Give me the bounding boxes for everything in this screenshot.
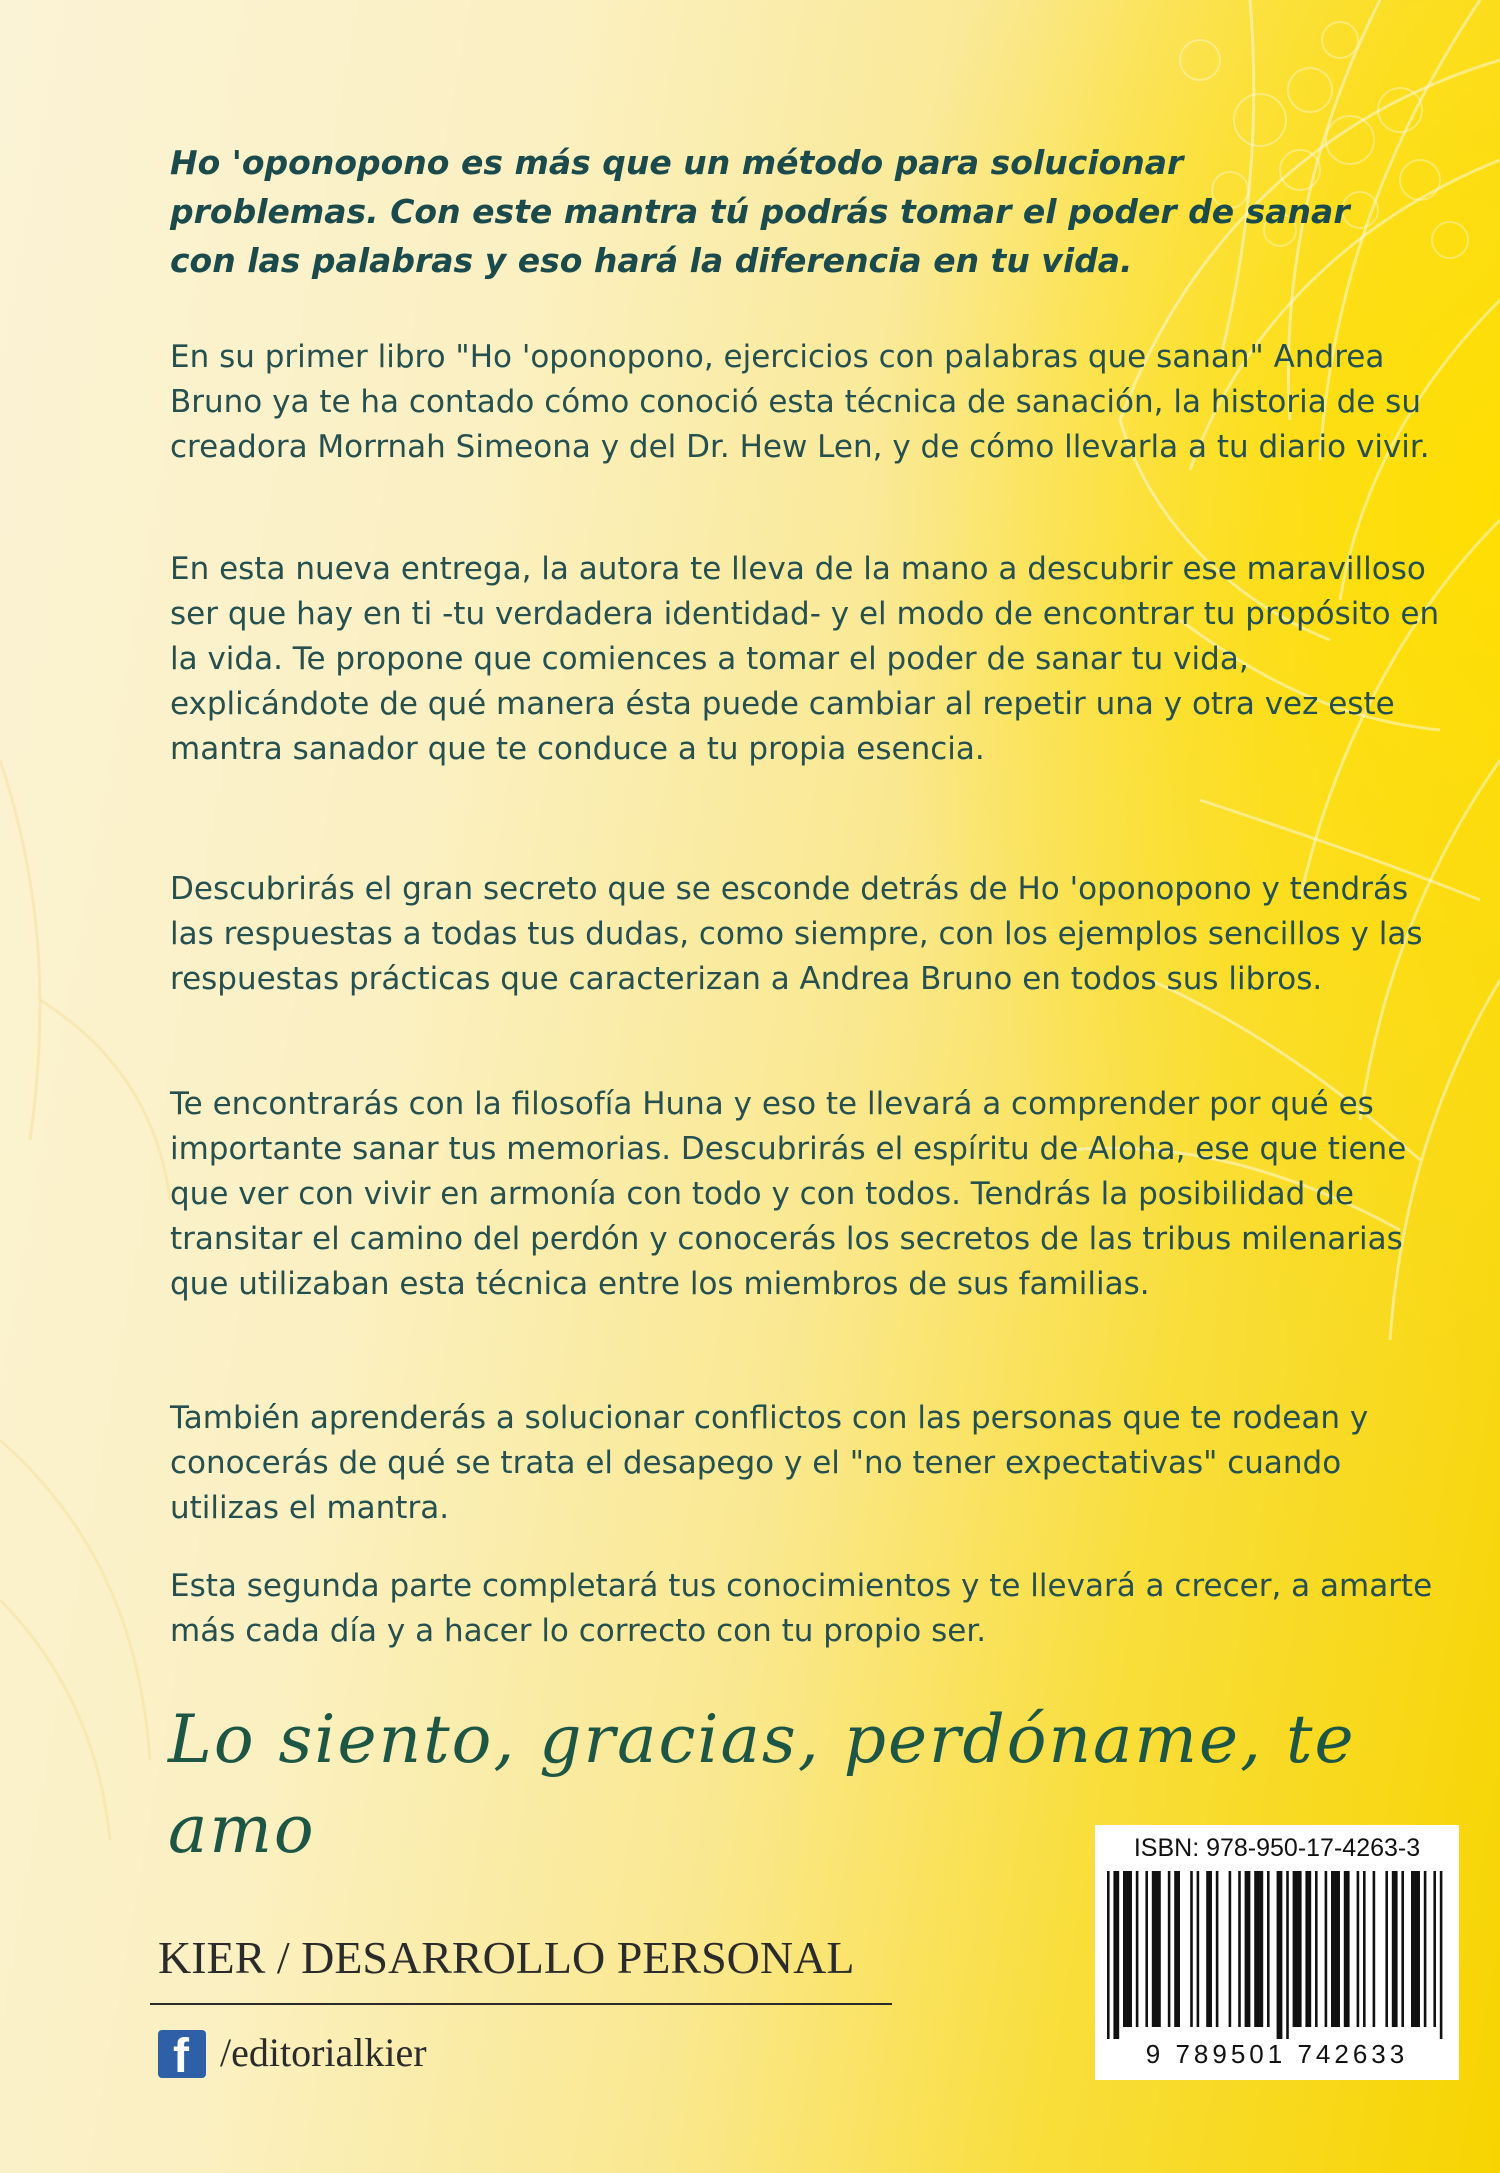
barcode-bar [1267,1871,1270,2027]
barcode-bar [1107,1871,1110,2039]
barcode-bar [1277,1871,1283,2039]
facebook-glyph: f [173,2030,189,2078]
publisher-imprint: KIER / DESARROLLO PERSONAL [158,1932,855,1983]
description-paragraph: También aprenderás a solucionar conflictos con las personas que te rodean y conocerás de qué se trata el desapego y el "no tener expectativas" cuando utilizas el mantra. [170,1400,1369,1526]
description-paragraph: Te encontrarás con la filosofía Huna y eso te llevará a comprender por qué es importante sanar tus memorias. Descubrirás el espíritu de Aloha, ese que tiene que ver con vivir en armonía con todo y con todos. Tendrás la posibilidad de transitar el camino del perdón y conocerás los secretos de las tribus milenarias que utilizaban esta técnica entre los miembros de sus familias. [170,1086,1407,1302]
barcode-bar [1152,1871,1161,2027]
description-paragraph: Esta segunda parte completará tus conocimientos y te llevará a crecer, a amarte más cada día y a hacer lo correcto con tu propio ser. [170,1568,1433,1649]
barcode-bar [1206,1871,1212,2027]
barcode-bar [1344,1871,1350,2027]
isbn-label: ISBN: 978-950-17-4263-3 [1133,1834,1421,1862]
barcode-bar [1363,1871,1366,2027]
barcode-bar [1123,1871,1132,2027]
divider [150,2003,892,2005]
barcode-bar [1136,1871,1139,2027]
barcode-bar [1197,1871,1200,2027]
barcode-bar [1286,1871,1289,2039]
barcode-bar [1331,1871,1340,2027]
barcode-bar [1305,1871,1311,2027]
barcode-bar [1190,1871,1193,2027]
barcode [1103,1871,1451,2039]
barcode-bar [1145,1871,1148,2027]
isbn-barcode-box [1095,1825,1459,2080]
barcode-bar [1373,1871,1376,2027]
barcode-bar [1254,1871,1263,2027]
barcode-bar [1357,1871,1360,2027]
barcode-bar [1424,1871,1427,2027]
barcode-bar [1392,1871,1398,2027]
barcode-bar [1216,1871,1219,2027]
tagline: Ho 'oponopono es más que un método para solucionar problemas. Con este mantra tú podrás tomar el poder de sanar con las palabras y eso hará la diferencia en tu vida. [170,143,1350,280]
barcode-bar [1245,1871,1251,2027]
description-paragraph: Descubrirás el gran secreto que se esconde detrás de Ho 'oponopono y tendrás las respuestas a todas tus dudas, como siempre, con los ejemplos sencillos y las respuestas prácticas que caracterizan a Andrea Bruno en todos sus libros. [170,871,1423,997]
barcode-bar [1293,1871,1302,2027]
barcode-bar [1401,1871,1404,2027]
facebook-icon [158,2030,206,2078]
facebook-handle: /editorialkier [220,2030,427,2075]
description-paragraph: En su primer libro "Ho 'oponopono, ejercicios con palabras que sanan" Andrea Bruno ya te ha contado cómo conoció esta técnica de sanación, la historia de su creadora Morrnah Simeona y del Dr. Hew Len, y de cómo llevarla a tu diario vivir. [170,339,1430,465]
barcode-bar [1385,1871,1388,2027]
barcode-bar [1174,1871,1180,2027]
barcode-bar [1238,1871,1241,2027]
isbn-digits: 9 789501 742633 [1145,2039,1409,2069]
barcode-bar [1315,1871,1318,2027]
description-paragraph: En esta nueva entrega, la autora te lleva de la mano a descubrir ese maravilloso ser que hay en ti -tu verdadera identidad- y el modo de encontrar tu propósito en la vida. Te propone que comiences a tomar el poder de sanar tu vida, explicándote de qué manera ésta puede cambiar al repetir una y otra vez este mantra sanador que te conduce a tu propia esencia. [170,551,1440,767]
barcode-bar [1411,1871,1420,2027]
barcode-bar [1433,1871,1436,2027]
barcode-bar [1229,1871,1232,2027]
barcode-bar [1325,1871,1328,2027]
barcode-bar [1440,1871,1443,2039]
barcode-bar [1168,1871,1171,2027]
mantra-script: Lo siento, gracias, perdóname, te amo [168,1701,1356,1868]
barcode-bar [1113,1871,1119,2039]
